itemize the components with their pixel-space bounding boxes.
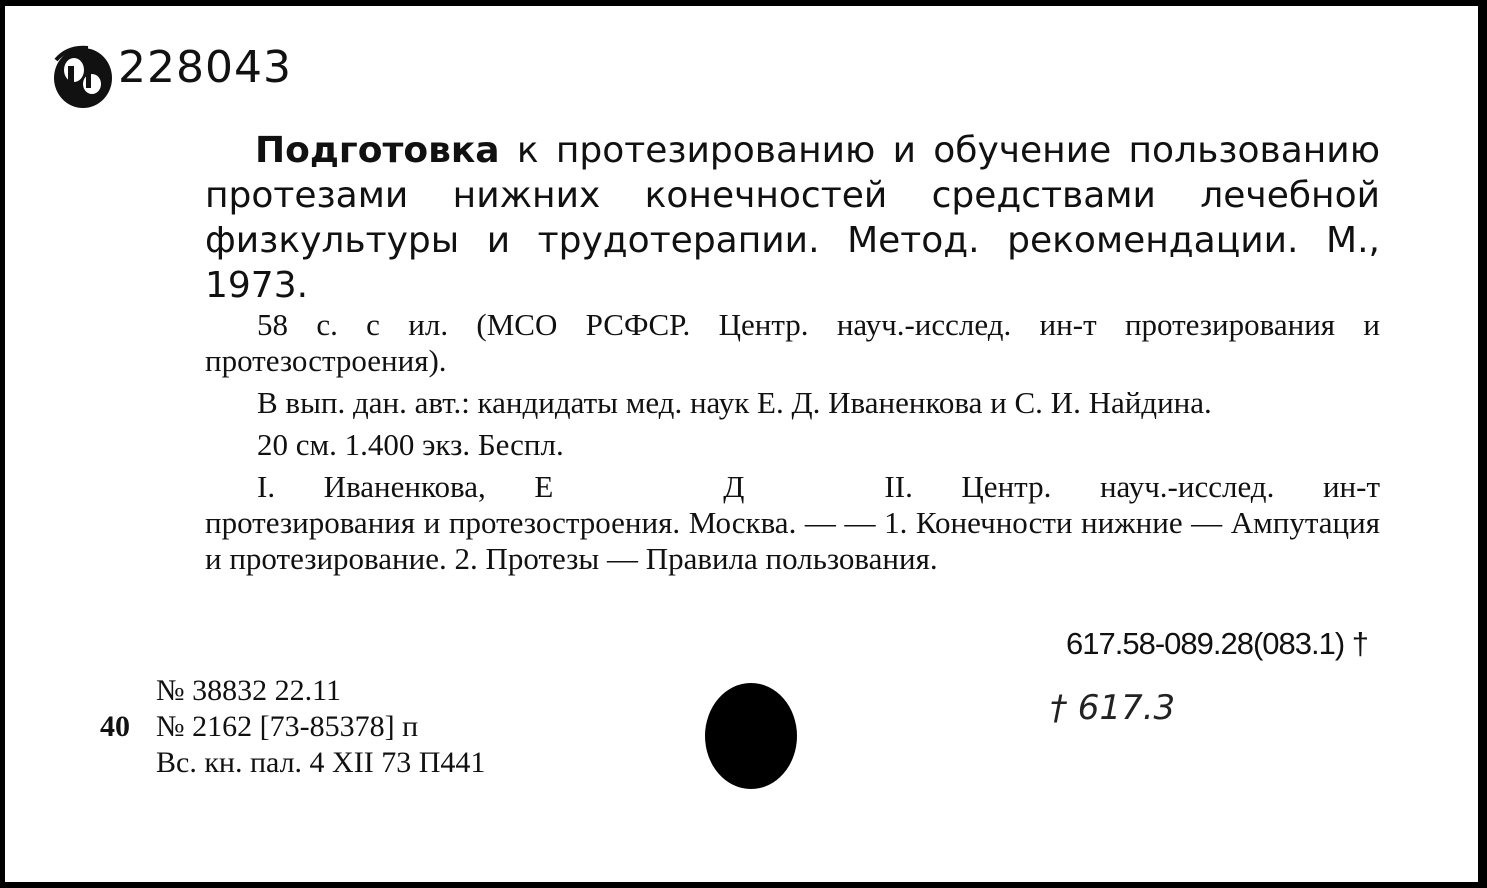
index-subjects: II. Центр. науч.-исслед. ин-т протезирования и протезостроения. Москва. — — 1. Конечности нижние — Ампутация и протезирование. 2. Протезы — Правила пользования. [205, 469, 1380, 576]
authors-note: В вып. дан. авт.: кандидаты мед. наук Е. Д. Иваненкова и С. И. Найдина. [257, 385, 1212, 420]
card-right-border [1478, 0, 1487, 888]
entry-title-text: к протезированию и обучение пользованию протезами нижних конечностей средствами лечебной физкультуры и трудотерапии. Метод. рекомендации. М., 1973. [205, 130, 1380, 306]
imprint-book-chamber: Вс. кн. пал. 4 XII 73 П441 [156, 746, 486, 779]
index-initial: Д [723, 469, 745, 504]
imprint-edition-number: № 2162 [73-85378] п [156, 710, 419, 743]
handwritten-shelf-mark: † 617.3 [1050, 688, 1176, 728]
entry-lead-word: Подготовка [255, 130, 500, 171]
pages-note: 58 с. с ил. (МСО РСФСР. Центр. науч.-исслед. ин-т протезирования и протезостроения). [205, 307, 1380, 378]
catalog-number: 228043 [118, 42, 292, 93]
imprint-order-number: № 38832 22.11 [156, 674, 342, 707]
bibliographic-entry [205, 128, 1380, 308]
imprint-margin-number: 40 [100, 710, 130, 743]
card-punch-hole [705, 683, 797, 789]
card-bottom-border [0, 882, 1487, 888]
index-author: I. Иваненкова, Е [257, 469, 554, 504]
library-stamp-icon [48, 40, 114, 110]
entry-details [205, 307, 1380, 583]
card-top-border [0, 0, 1487, 6]
udc-classification: 617.58-089.28(083.1) † [1066, 626, 1369, 661]
print-run-note: 20 см. 1.400 экз. Беспл. [257, 427, 564, 462]
card-left-border [0, 0, 5, 888]
subject-index [205, 469, 1380, 577]
